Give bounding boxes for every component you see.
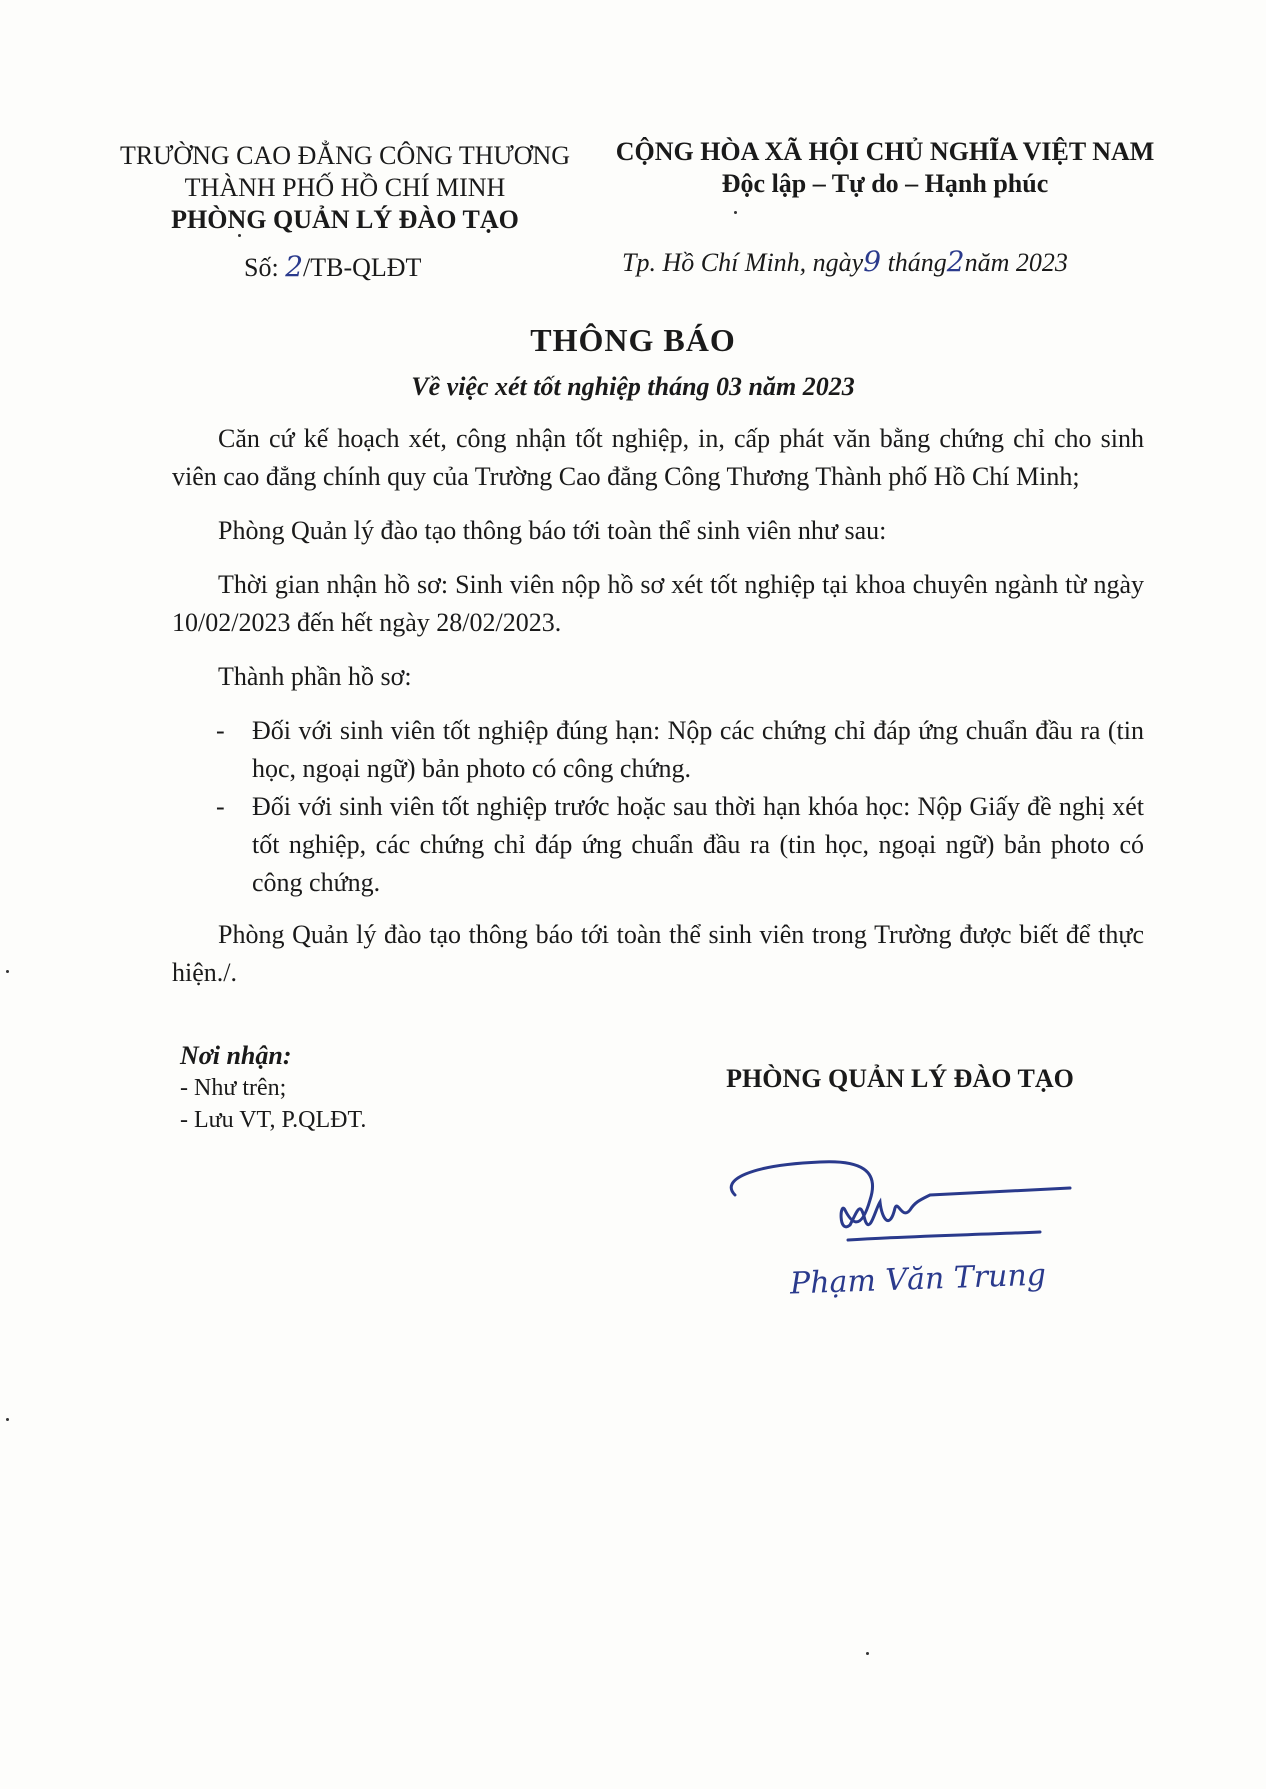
- org-line-2: THÀNH PHỐ HỒ CHÍ MINH: [184, 173, 506, 202]
- bullet-dash: -: [216, 716, 225, 745]
- signatory-name: Phạm Văn Trung: [789, 1257, 1047, 1302]
- year-text: năm 2023: [964, 248, 1068, 277]
- recipients-block: [180, 1040, 366, 1136]
- scan-speck: [734, 211, 737, 214]
- org-line-1: TRƯỜNG CAO ĐẲNG CÔNG THƯƠNG: [119, 141, 571, 170]
- scan-speck: [6, 970, 9, 973]
- document-title: THÔNG BÁO: [530, 322, 736, 358]
- issuing-organization: [100, 140, 590, 236]
- bullet-dash: -: [216, 792, 225, 821]
- scan-speck: [6, 1418, 9, 1421]
- month-label: tháng: [887, 248, 947, 277]
- recipient-item: - Như trên;: [180, 1075, 287, 1101]
- recipient-item: - Lưu VT, P.QLĐT.: [180, 1107, 367, 1133]
- handwritten-number: 2: [285, 250, 304, 283]
- scan-speck: [238, 234, 241, 237]
- document-number: [244, 250, 421, 283]
- body-paragraph: Phòng Quản lý đào tạo thông báo tới toàn thể sinh viên như sau:: [218, 516, 887, 545]
- national-header: [600, 136, 1170, 200]
- list-item-text: Đối với sinh viên tốt nghiệp đúng hạn: Nộp các chứng chỉ đáp ứng chuẩn đầu ra (tin học, ngoại ngữ) bản photo có công chứng.: [252, 716, 1144, 783]
- body-paragraph: Thời gian nhận hồ sơ: Sinh viên nộp hồ sơ xét tốt nghiệp tại khoa chuyên ngành từ ngày 10/02/2023 đến hết ngày 28/02/2023.: [172, 570, 1144, 637]
- signatory-title: PHÒNG QUẢN LÝ ĐÀO TẠO: [726, 1064, 1074, 1093]
- list-item-text: Đối với sinh viên tốt nghiệp trước hoặc sau thời hạn khóa học: Nộp Giấy đề nghị xét tốt nghiệp, các chứng chỉ đáp ứng chuẩn đầu ra (tin học, ngoại ngữ) bản photo có công chứng.: [252, 792, 1144, 897]
- list-item: [172, 788, 1144, 902]
- document-date: [622, 245, 1068, 278]
- number-label: Số:: [244, 253, 279, 282]
- body-paragraph: Căn cứ kế hoạch xét, công nhận tốt nghiệp, in, cấp phát văn bằng chứng chỉ cho sinh viên cao đẳng chính quy của Trường Cao đẳng Công Thương Thành phố Hồ Chí Minh;: [172, 424, 1144, 491]
- scan-speck: [866, 1652, 869, 1655]
- requirements-list: [172, 712, 1144, 902]
- recipients-heading: Nơi nhận:: [180, 1041, 292, 1070]
- nation-name: CỘNG HÒA XÃ HỘI CHỦ NGHĨA VIỆT NAM: [615, 137, 1155, 166]
- nation-motto: Độc lập – Tự do – Hạnh phúc: [721, 169, 1049, 198]
- body-paragraph: Thành phần hồ sơ:: [218, 662, 412, 691]
- document-body: [172, 420, 1144, 1008]
- handwritten-day: 9: [863, 245, 882, 278]
- document-subtitle: Về việc xét tốt nghiệp tháng 03 năm 2023: [411, 372, 855, 401]
- body-paragraph: Phòng Quản lý đào tạo thông báo tới toàn thể sinh viên trong Trường được biết để thực hiện./.: [172, 920, 1144, 987]
- org-department: PHÒNG QUẢN LÝ ĐÀO TẠO: [171, 205, 519, 234]
- handwritten-month: 2: [946, 245, 965, 278]
- handwritten-signature: [710, 1140, 1090, 1260]
- number-code: /TB-QLĐT: [303, 253, 422, 282]
- list-item: [172, 712, 1144, 788]
- date-prefix: Tp. Hồ Chí Minh, ngày: [622, 248, 864, 277]
